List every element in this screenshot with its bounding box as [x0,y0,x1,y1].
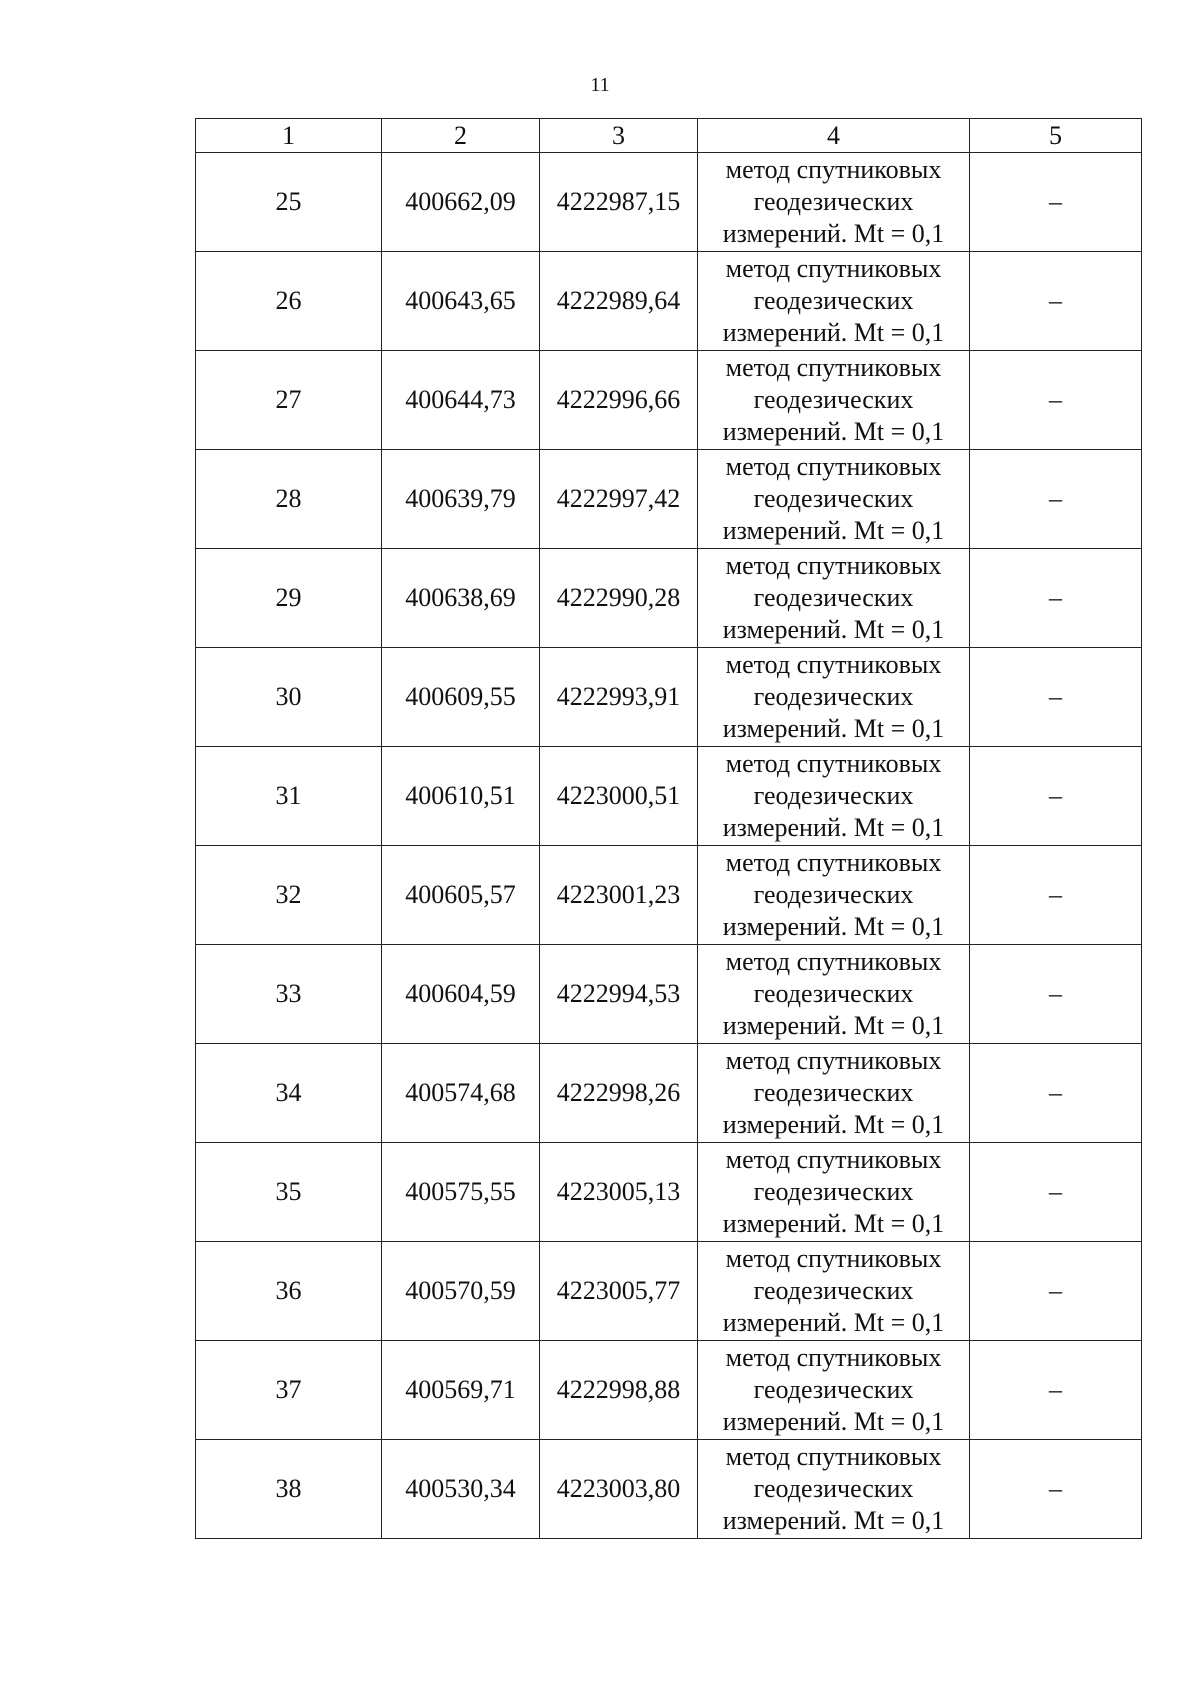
method-cell [698,1044,970,1143]
method-cell [698,648,970,747]
x-coordinate-cell: 400575,55 [382,1143,540,1242]
method-line: измерений. Mt = 0,1 [722,1011,945,1040]
method-line: измерений. Mt = 0,1 [722,1506,945,1535]
table-header-row [196,119,1142,153]
x-coordinate-cell: 400604,59 [382,945,540,1044]
method-line: метод спутниковых [725,452,942,481]
y-coordinate-cell: 4222993,91 [540,648,698,747]
x-coordinate-cell: 400574,68 [382,1044,540,1143]
method-line: метод спутниковых [725,353,942,382]
y-coordinate-cell: 4223000,51 [540,747,698,846]
note-cell: – [970,450,1142,549]
table-row [196,648,1142,747]
y-coordinate-cell: 4223005,13 [540,1143,698,1242]
method-line: метод спутниковых [725,1145,942,1174]
note-cell: – [970,648,1142,747]
point-number-cell: 37 [196,1341,382,1440]
header-col-5: 5 [970,119,1142,153]
table-row [196,450,1142,549]
method-cell [698,945,970,1044]
x-coordinate-cell: 400643,65 [382,252,540,351]
table-row [196,1044,1142,1143]
method-line: метод спутниковых [725,551,942,580]
note-cell: – [970,1440,1142,1539]
table-row [196,252,1142,351]
method-line: измерений. Mt = 0,1 [722,912,945,941]
note-cell: – [970,153,1142,252]
x-coordinate-cell: 400569,71 [382,1341,540,1440]
method-cell [698,549,970,648]
y-coordinate-cell: 4222994,53 [540,945,698,1044]
y-coordinate-cell: 4222987,15 [540,153,698,252]
method-line: метод спутниковых [725,848,942,877]
y-coordinate-cell: 4222997,42 [540,450,698,549]
method-line: метод спутниковых [725,1343,942,1372]
x-coordinate-cell: 400530,34 [382,1440,540,1539]
method-line: измерений. Mt = 0,1 [722,1209,945,1238]
note-cell: – [970,1242,1142,1341]
method-line: геодезических [753,682,914,711]
note-cell: – [970,351,1142,450]
point-number-cell: 38 [196,1440,382,1539]
method-line: метод спутниковых [725,1046,942,1075]
method-line: геодезических [753,187,914,216]
method-line: метод спутниковых [725,749,942,778]
x-coordinate-cell: 400638,69 [382,549,540,648]
point-number-cell: 33 [196,945,382,1044]
note-cell: – [970,747,1142,846]
method-line: геодезических [753,1474,914,1503]
method-cell [698,153,970,252]
table-row [196,1341,1142,1440]
point-number-cell: 26 [196,252,382,351]
method-line: измерений. Mt = 0,1 [722,417,945,446]
table-row [196,1143,1142,1242]
point-number-cell: 30 [196,648,382,747]
note-cell: – [970,945,1142,1044]
y-coordinate-cell: 4222998,88 [540,1341,698,1440]
y-coordinate-cell: 4223001,23 [540,846,698,945]
method-line: измерений. Mt = 0,1 [722,813,945,842]
table-row [196,351,1142,450]
method-line: измерений. Mt = 0,1 [722,1110,945,1139]
note-cell: – [970,846,1142,945]
x-coordinate-cell: 400605,57 [382,846,540,945]
method-line: геодезических [753,880,914,909]
point-number-cell: 28 [196,450,382,549]
method-line: геодезических [753,385,914,414]
method-cell [698,351,970,450]
method-line: метод спутниковых [725,1244,942,1273]
method-line: геодезических [753,781,914,810]
method-cell [698,1341,970,1440]
table-row [196,1242,1142,1341]
method-cell [698,1242,970,1341]
header-col-4: 4 [698,119,970,153]
method-line: измерений. Mt = 0,1 [722,318,945,347]
table-row [196,549,1142,648]
method-line: геодезических [753,286,914,315]
method-line: геодезических [753,583,914,612]
method-cell [698,450,970,549]
method-line: измерений. Mt = 0,1 [722,615,945,644]
note-cell: – [970,549,1142,648]
point-number-cell: 29 [196,549,382,648]
method-line: геодезических [753,979,914,1008]
method-line: геодезических [753,1078,914,1107]
method-line: геодезических [753,484,914,513]
x-coordinate-cell: 400662,09 [382,153,540,252]
method-line: геодезических [753,1276,914,1305]
y-coordinate-cell: 4223005,77 [540,1242,698,1341]
point-number-cell: 31 [196,747,382,846]
y-coordinate-cell: 4222989,64 [540,252,698,351]
note-cell: – [970,252,1142,351]
y-coordinate-cell: 4222996,66 [540,351,698,450]
point-number-cell: 25 [196,153,382,252]
x-coordinate-cell: 400570,59 [382,1242,540,1341]
x-coordinate-cell: 400610,51 [382,747,540,846]
y-coordinate-cell: 4222998,26 [540,1044,698,1143]
coordinates-table [195,118,1142,1539]
method-line: метод спутниковых [725,1442,942,1471]
y-coordinate-cell: 4222990,28 [540,549,698,648]
method-line: измерений. Mt = 0,1 [722,1407,945,1436]
x-coordinate-cell: 400639,79 [382,450,540,549]
method-cell [698,747,970,846]
x-coordinate-cell: 400609,55 [382,648,540,747]
table-row [196,153,1142,252]
method-line: измерений. Mt = 0,1 [722,516,945,545]
x-coordinate-cell: 400644,73 [382,351,540,450]
table-row [196,747,1142,846]
method-line: метод спутниковых [725,155,942,184]
method-line: метод спутниковых [725,947,942,976]
method-line: измерений. Mt = 0,1 [722,219,945,248]
method-line: метод спутниковых [725,254,942,283]
method-line: измерений. Mt = 0,1 [722,1308,945,1337]
note-cell: – [970,1143,1142,1242]
note-cell: – [970,1044,1142,1143]
method-line: метод спутниковых [725,650,942,679]
method-line: геодезических [753,1177,914,1206]
page-number: 11 [590,74,610,96]
point-number-cell: 34 [196,1044,382,1143]
table-row [196,945,1142,1044]
point-number-cell: 35 [196,1143,382,1242]
method-cell [698,252,970,351]
method-cell [698,846,970,945]
y-coordinate-cell: 4223003,80 [540,1440,698,1539]
point-number-cell: 32 [196,846,382,945]
header-col-1: 1 [196,119,382,153]
table-row [196,846,1142,945]
table-row [196,1440,1142,1539]
method-cell [698,1440,970,1539]
method-line: измерений. Mt = 0,1 [722,714,945,743]
point-number-cell: 36 [196,1242,382,1341]
header-col-2: 2 [382,119,540,153]
note-cell: – [970,1341,1142,1440]
table-body [196,153,1142,1539]
method-cell [698,1143,970,1242]
method-line: геодезических [753,1375,914,1404]
header-col-3: 3 [540,119,698,153]
point-number-cell: 27 [196,351,382,450]
